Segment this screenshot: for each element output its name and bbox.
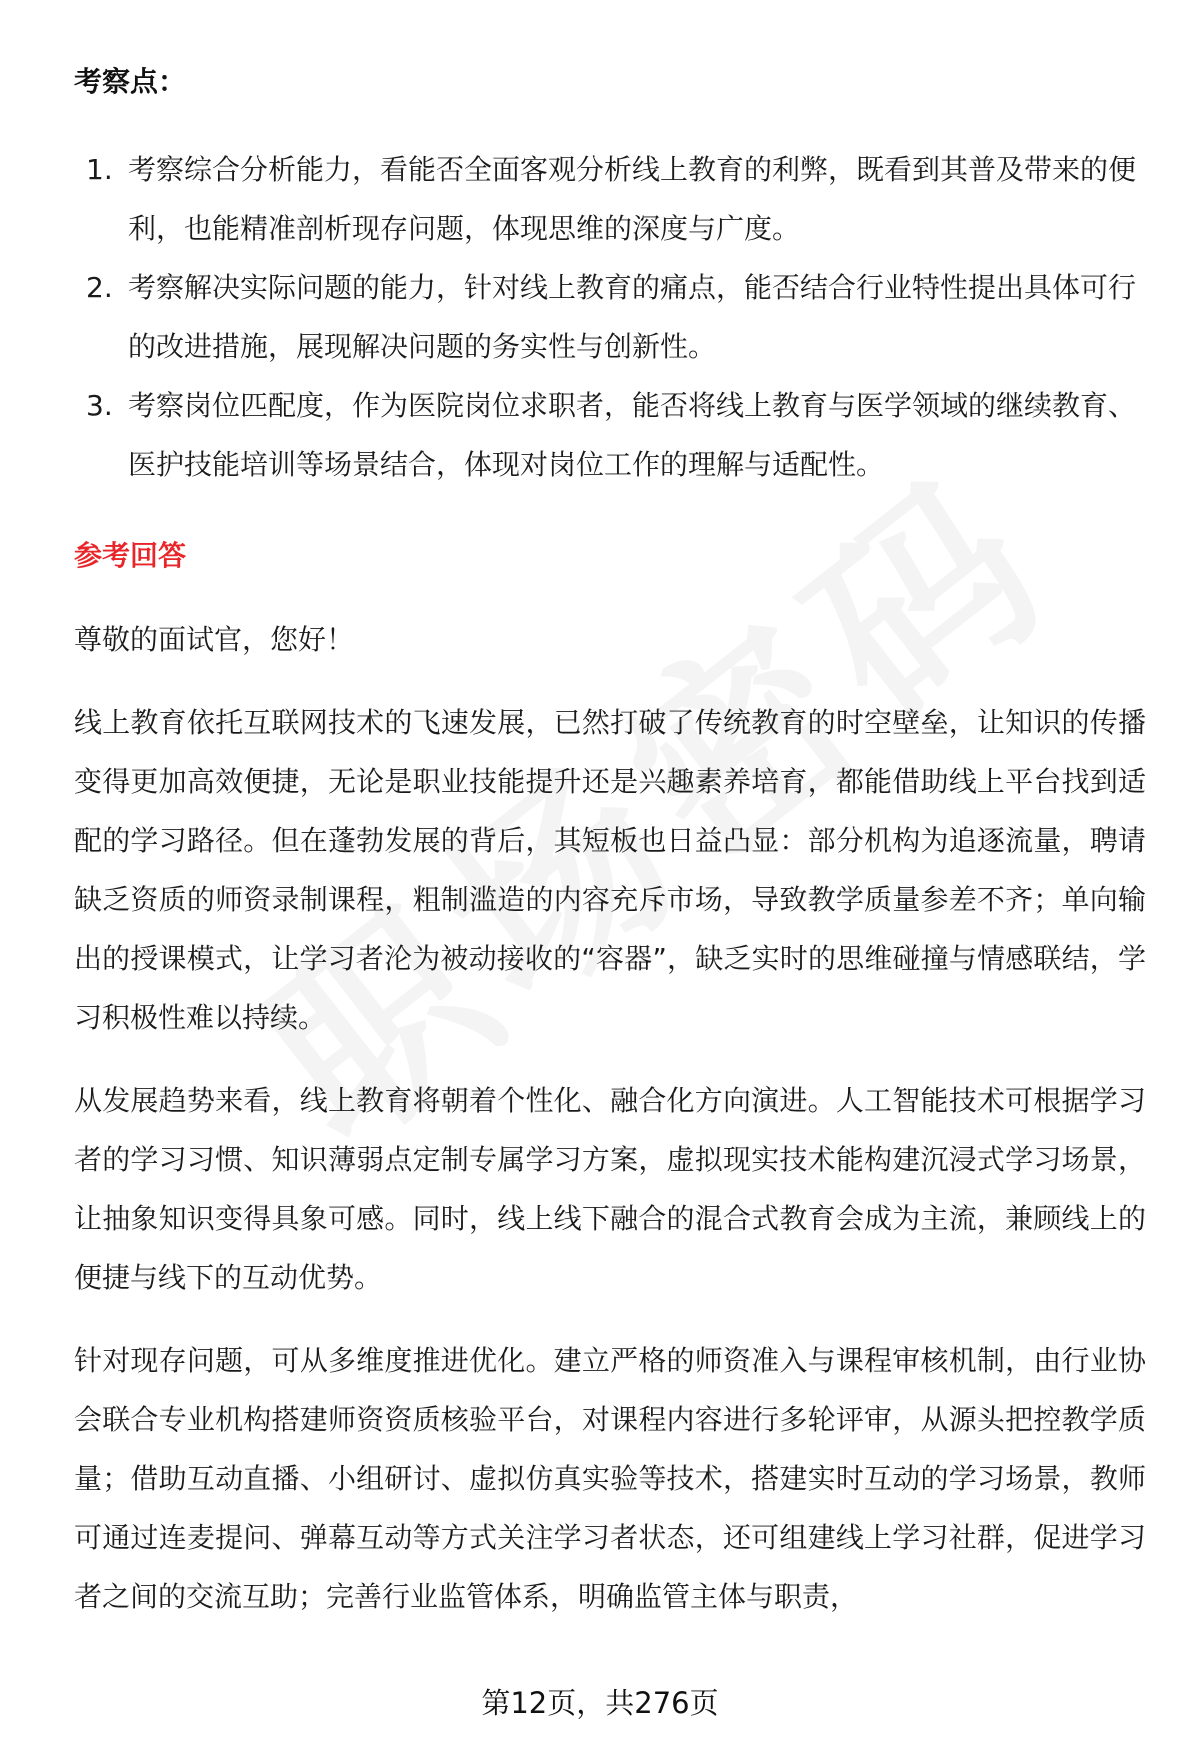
list-number: 3. [86, 389, 113, 422]
list-item [74, 140, 1146, 258]
list-number: 2. [86, 271, 113, 304]
answer-greeting: 尊敬的面试官，您好！ [74, 623, 355, 656]
list-item-text: 考察综合分析能力，看能否全面客观分析线上教育的利弊，既看到其普及带来的便利，也能精准剖析现存问题，体现思维的深度与广度。 [128, 153, 1137, 245]
list-item [74, 258, 1146, 376]
list-item-text: 考察岗位匹配度，作为医院岗位求职者，能否将线上教育与医学领域的继续教育、医护技能培训等场景结合，体现对岗位工作的理解与适配性。 [128, 389, 1137, 481]
answer-paragraph-2: 从发展趋势来看，线上教育将朝着个性化、融合化方向演进。人工智能技术可根据学习者的学习习惯、知识薄弱点定制专属学习方案，虚拟现实技术能构建沉浸式学习场景，让抽象知识变得具象可感。同时，线上线下融合的混合式教育会成为主流，兼顾线上的便捷与线下的互动优势。 [74, 1084, 1146, 1294]
section-title-answer: 参考回答 [74, 539, 187, 572]
page-number: 第12页，共276页 [481, 1686, 719, 1720]
points-list [74, 140, 1146, 494]
answer-paragraph-3: 针对现存问题，可从多维度推进优化。建立严格的师资准入与课程审核机制，由行业协会联合专业机构搭建师资资质核验平台，对课程内容进行多轮评审，从源头把控教学质量；借助互动直播、小组研讨、虚拟仿真实验等技术，搭建实时互动的学习场景，教师可通过连麦提问、弹幕互动等方式关注学习者状态，还可组建线上学习社群，促进学习者之间的交流互助；完善行业监管体系，明确监管主体与职责， [74, 1344, 1146, 1613]
section-title-points: 考察点： [74, 65, 187, 98]
answer-paragraph-1: 线上教育依托互联网技术的飞速发展，已然打破了传统教育的时空壁垒，让知识的传播变得更加高效便捷，无论是职业技能提升还是兴趣素养培育，都能借助线上平台找到适配的学习路径。但在蓬勃发展的背后，其短板也日益凸显：部分机构为追逐流量，聘请缺乏资质的师资录制课程，粗制滥造的内容充斥市场，导致教学质量参差不齐；单向输出的授课模式，让学习者沦为被动接收的“容器”，缺乏实时的思维碰撞与情感联结，学习积极性难以持续。 [74, 706, 1146, 1034]
list-item-text: 考察解决实际问题的能力，针对线上教育的痛点，能否结合行业特性提出具体可行的改进措施，展现解决问题的务实性与创新性。 [128, 271, 1137, 363]
content-area [74, 62, 1146, 1626]
list-number: 1. [86, 153, 113, 186]
list-item [74, 376, 1146, 494]
